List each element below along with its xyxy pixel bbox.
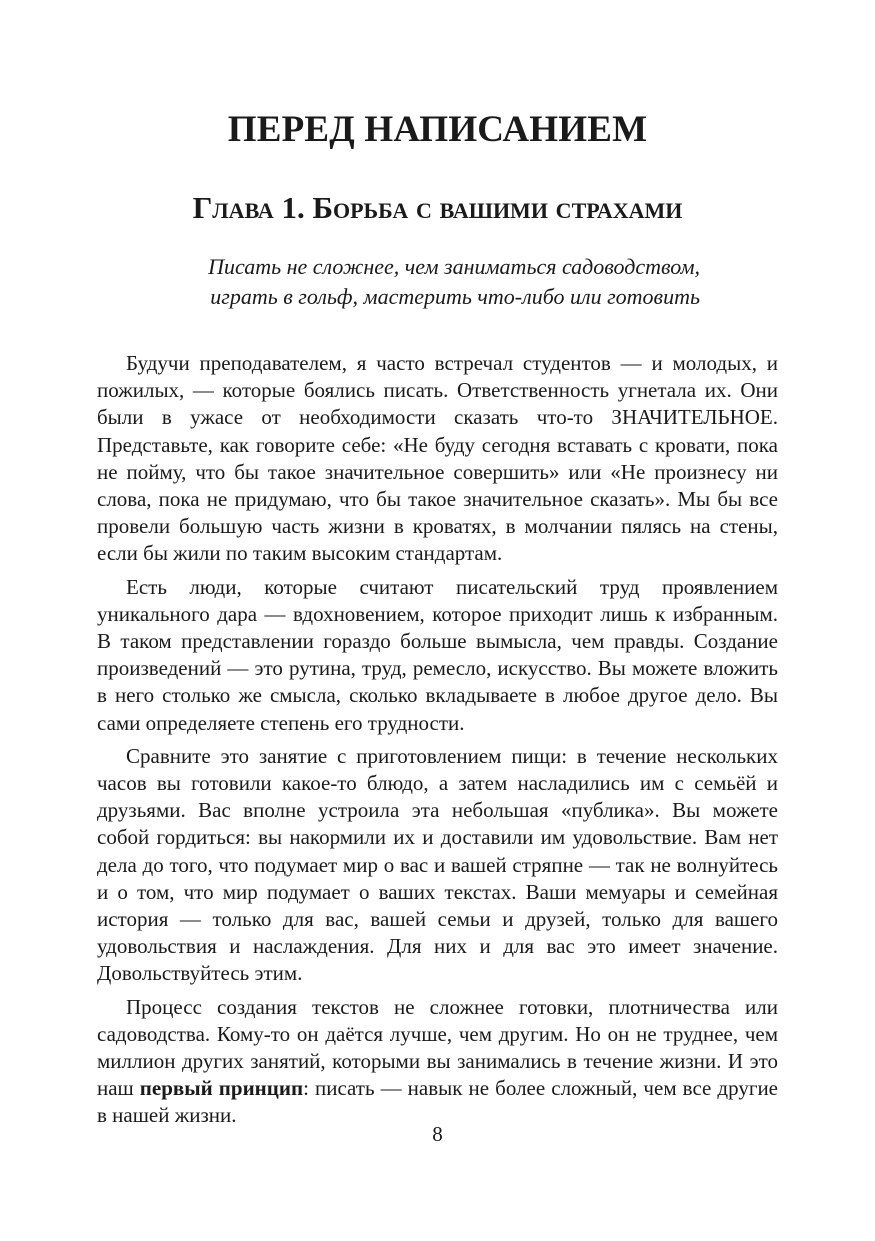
paragraph: Есть люди, которые считают писательский труд проявлением уникального дара — вдохновением, которое приходит лишь к избранным. В таком представлении гораздо больше вымысла, чем правды. Создание произведений — это рутина, труд, ремесло, искусство. Вы можете вложить в него столько же смысла, сколько вкладываете в любое другое дело. Вы сами определяете степень его трудности. <box>97 574 778 735</box>
epigraph <box>100 252 700 312</box>
epigraph-line: Писать не сложнее, чем заниматься садоводством, <box>208 254 700 279</box>
paragraph: Будучи преподавателем, я часто встречал студентов — и молодых, и пожилых, — которые боялись писать. Ответственность угнетала их. Они были в ужасе от необходимости сказать что-то ЗНАЧИТЕЛЬНОЕ. Представьте, как говорите себе: «Не буду сегодня вставать с кровати, пока не пойму, что бы такое значительное совершить» или «Не произнесу ни слова, пока не придумаю, что бы такое значительное сказать». Мы бы все провели большую часть жизни в кроватях, в молчании пялясь на стены, если бы жили по таким высоким стандартам. <box>97 351 778 566</box>
principle-emphasis: первый принцип <box>139 1076 304 1101</box>
paragraph <box>97 994 778 1130</box>
chapter-title: Глава 1. Борьба с вашими страхами <box>192 190 683 225</box>
page-number: 8 <box>432 1122 443 1146</box>
paragraph: Сравните это занятие с приготовлением пищи: в течение нескольких часов вы готовили какое-то блюдо, а затем насладились им с семьёй и друзьями. Вас вполне устроила эта небольшая «публика». Вы можете собой гордиться: вы накормили их и доставили им удовольствие. Вам нет дела до того, что подумает мир о вас и вашей стряпне — так не волнуйтесь и о том, что мир подумает о ваших текстах. Ваши мемуары и семейная история — только для вас, вашей семьи и друзей, только для вашего удовольствия и наслаждения. Для них и для вас это имеет значение. Довольствуйтесь этим. <box>97 743 778 986</box>
epigraph-line: играть в гольф, мастерить что-либо или готовить <box>210 284 700 309</box>
paragraph-text: Процесс создания текстов не сложнее готовки, плотничества или садоводства. Кому-то он даётся лучше, чем другим. Но он не труднее, чем миллион других занятий, которыми вы занимались в течение жизни. И это наш <box>97 994 778 1101</box>
paragraph-text: : писать — навык не более сложный, чем все другие в нашей жизни. <box>97 1076 778 1128</box>
part-title: ПЕРЕД НАПИСАНИЕМ <box>227 109 648 150</box>
body-text <box>97 350 778 1130</box>
